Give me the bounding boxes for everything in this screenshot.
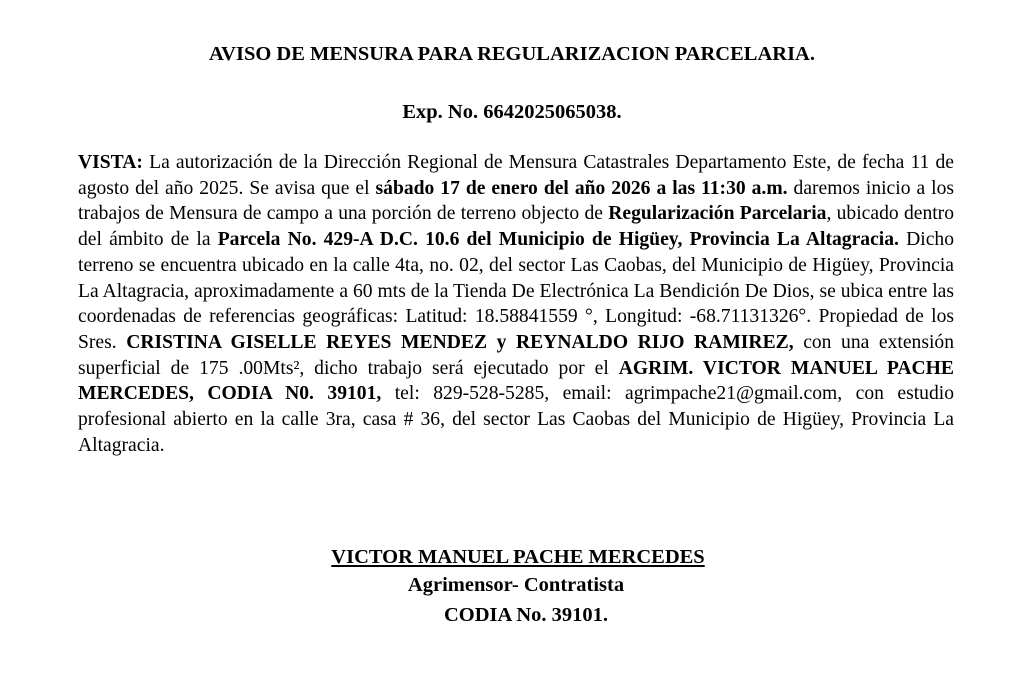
body-text-4: Dicho terreno se encuentra ubicado en la calle 4ta, no. 02, del sector Las Caobas, del Municipio de Higüey, Provincia La Altagracia, aproximadamente a 60 mts de la Tienda De Electrónica La Bendición De Dios, se ubica entre las coordenadas de referencias geográficas: Latitud: 18.58841559 °, Longitud: -68.71131326°. Propiedad de los Sres. bbox=[78, 229, 954, 353]
notice-body bbox=[78, 150, 954, 458]
regularizacion-bold: Regularización Parcelaria bbox=[608, 203, 827, 225]
signature-role: Agrimensor- Contratista bbox=[407, 574, 625, 596]
body-text-1: La autorización de la Dirección Regional de Mensura Catastrales Departamento Este, de fecha 11 de agosto del año 2025. Se avisa que el bbox=[78, 152, 954, 199]
body-text-6: tel: 829-528-5285, email: agrimpache21@gmail.com, con estudio profesional abierto en la calle 3ra, casa # 36, del sector Las Caobas del Municipio de Higüey, Provincia La Altagracia. bbox=[78, 383, 954, 456]
body-text-3: , ubicado dentro del ámbito de la bbox=[78, 203, 955, 251]
date-time-bold: sábado 17 de enero del año 2026 a las 11:30 a.m. bbox=[375, 177, 788, 199]
vista-label: VISTA: bbox=[78, 152, 143, 173]
owners-bold: CRISTINA GISELLE REYES MENDEZ y REYNALDO RIJO RAMIREZ, bbox=[126, 331, 794, 353]
signature-codia: CODIA No. 39101. bbox=[443, 604, 608, 626]
document-title: AVISO DE MENSURA PARA REGULARIZACION PARCELARIA. bbox=[209, 43, 815, 65]
parcela-bold: Parcela No. 429-A D.C. 10.6 del Municipio de Higüey, Provincia La Altagracia. bbox=[217, 229, 899, 251]
surveyor-bold: AGRIM. VICTOR MANUEL PACHE MERCEDES, CODIA N0. 39101, bbox=[78, 357, 954, 405]
body-text-5: con una extensión superficial de 175 .00Mts², dicho trabajo será ejecutado por el bbox=[78, 331, 954, 379]
body-text-2: daremos inicio a los trabajos de Mensura de campo a una porción de terreno objecto de bbox=[78, 177, 954, 225]
signature-name: VICTOR MANUEL PACHE MERCEDES bbox=[331, 546, 705, 568]
expediente-number: Exp. No. 6642025065038. bbox=[402, 101, 622, 123]
